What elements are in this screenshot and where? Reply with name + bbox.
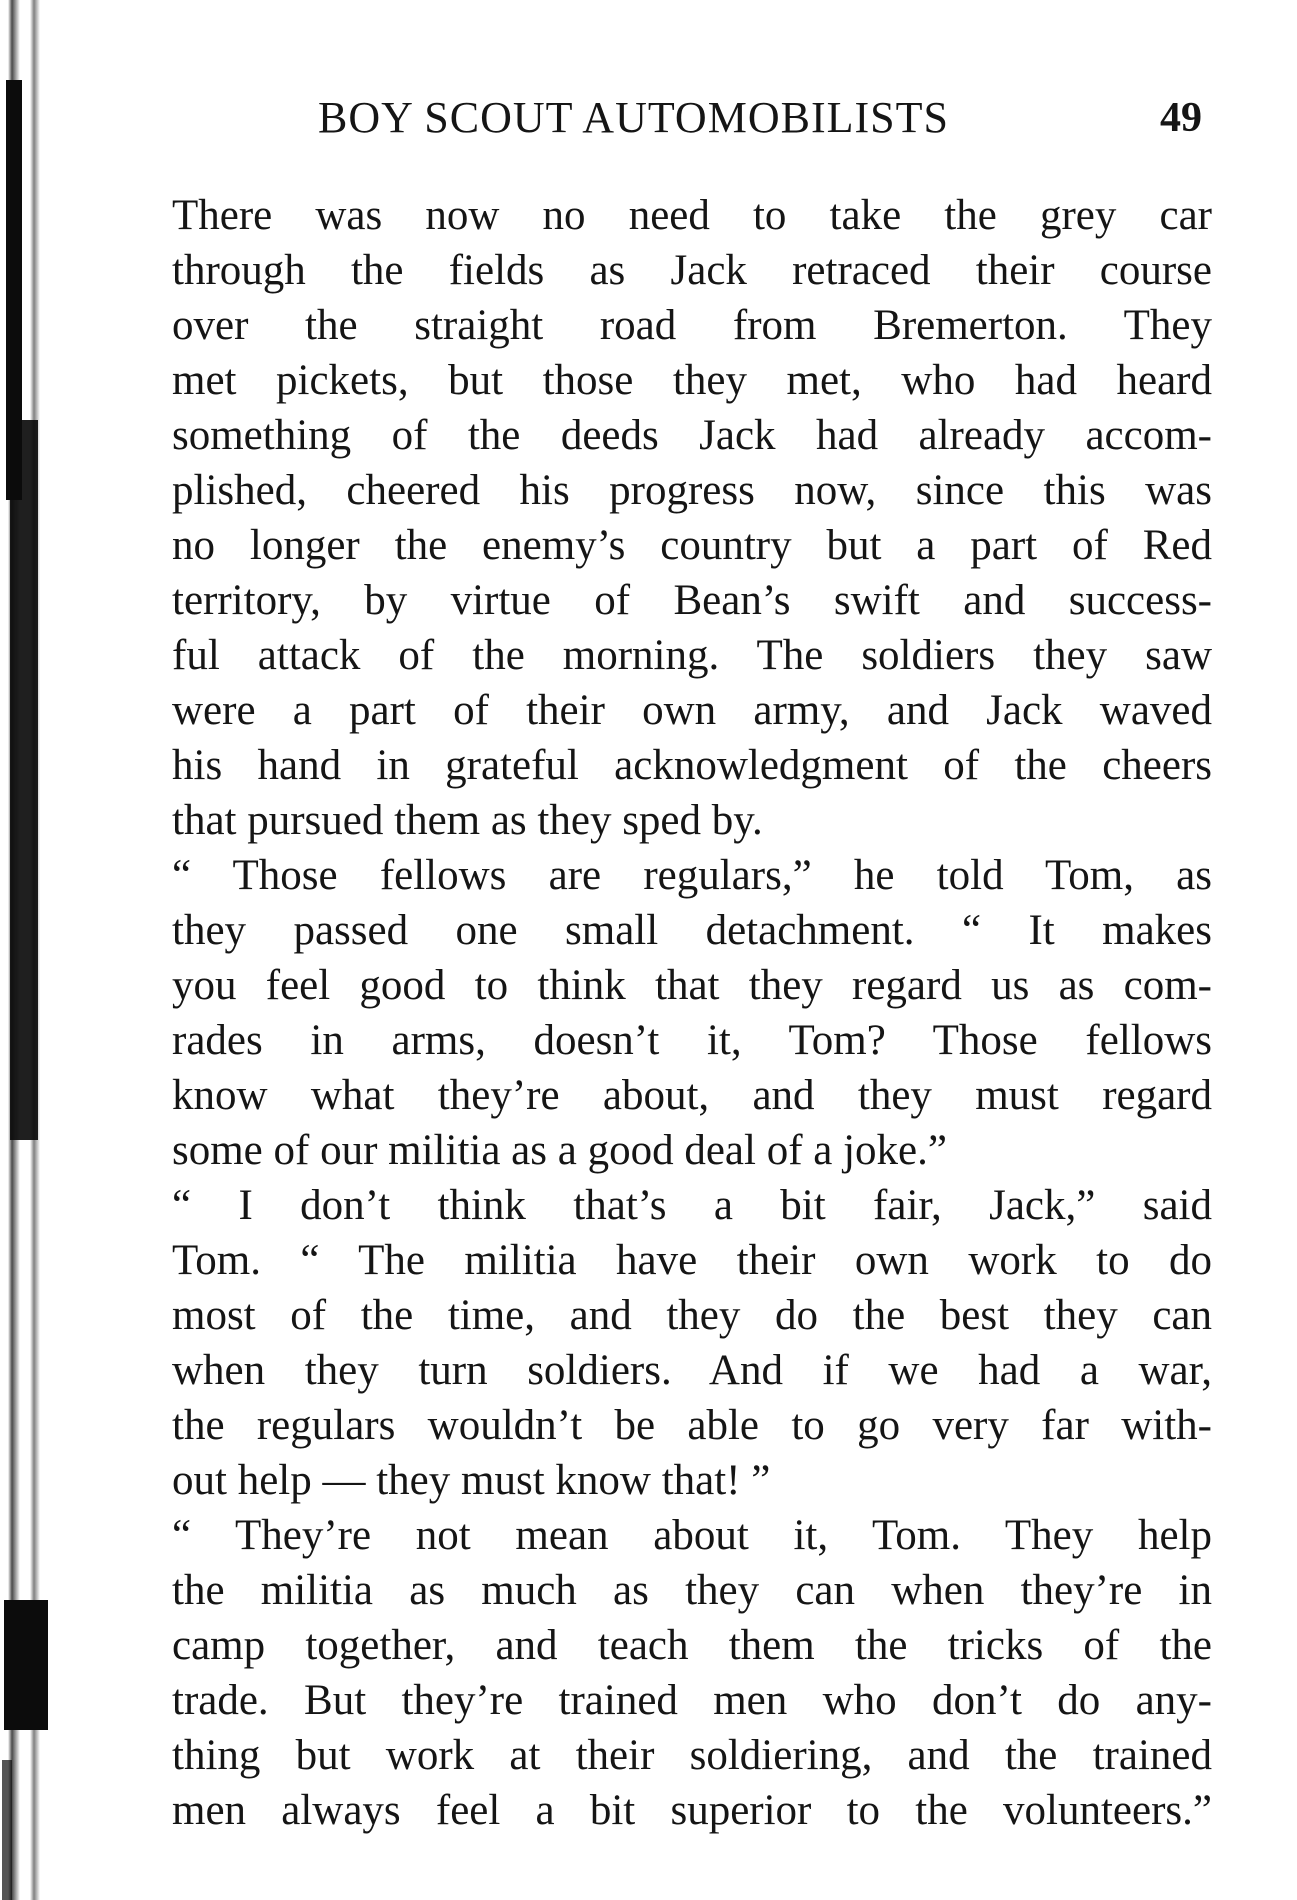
- body-text: [172, 188, 1212, 1838]
- text-line: they passed one small detachment. “ It makes: [172, 907, 1212, 954]
- binding-shadow-middle: [10, 420, 38, 1140]
- text-line: “ They’re not mean about it, Tom. They help: [172, 1512, 1212, 1559]
- text-line: met pickets, but those they met, who had heard: [172, 357, 1212, 404]
- text-line: out help — they must know that! ”: [172, 1457, 771, 1504]
- text-line: through the fields as Jack retraced their course: [172, 247, 1212, 294]
- text-line: rades in arms, doesn’t it, Tom? Those fellows: [172, 1017, 1212, 1064]
- text-line: when they turn soldiers. And if we had a war,: [172, 1347, 1212, 1394]
- binding-shadow-lower: [4, 1600, 48, 1730]
- text-line: his hand in grateful acknowledgment of the cheers: [172, 742, 1212, 789]
- running-head: [318, 92, 1218, 148]
- text-line: most of the time, and they do the best they can: [172, 1292, 1212, 1339]
- text-line: “ Those fellows are regulars,” he told Tom, as: [172, 852, 1212, 899]
- text-line: plished, cheered his progress now, since this was: [172, 467, 1212, 514]
- text-line: ful attack of the morning. The soldiers they saw: [172, 632, 1212, 679]
- binding-shadow-bottom: [2, 1760, 12, 1900]
- running-title: BOY SCOUT AUTOMOBILISTS: [318, 93, 949, 142]
- page-number: 49: [1160, 95, 1202, 141]
- text-line: the militia as much as they can when they’re in: [172, 1567, 1212, 1614]
- text-line: over the straight road from Bremerton. They: [172, 302, 1212, 349]
- text-line: men always feel a bit superior to the volunteers.”: [172, 1787, 1212, 1834]
- text-line: trade. But they’re trained men who don’t do any-: [172, 1677, 1212, 1724]
- text-line: the regulars wouldn’t be able to go very far with-: [172, 1402, 1212, 1449]
- text-line: “ I don’t think that’s a bit fair, Jack,” said: [172, 1182, 1212, 1229]
- text-line: There was now no need to take the grey car: [172, 192, 1212, 239]
- text-line: territory, by virtue of Bean’s swift and success-: [172, 577, 1212, 624]
- text-line: you feel good to think that they regard us as com-: [172, 962, 1212, 1009]
- text-line: camp together, and teach them the tricks of the: [172, 1622, 1212, 1669]
- text-line: Tom. “ The militia have their own work to do: [172, 1237, 1212, 1284]
- text-line: were a part of their own army, and Jack waved: [172, 687, 1212, 734]
- text-line: some of our militia as a good deal of a joke.”: [172, 1127, 947, 1174]
- text-line: thing but work at their soldiering, and the trained: [172, 1732, 1212, 1779]
- text-line: no longer the enemy’s country but a part of Red: [172, 522, 1212, 569]
- text-line: know what they’re about, and they must regard: [172, 1072, 1212, 1119]
- text-line: that pursued them as they sped by.: [172, 797, 763, 844]
- text-line: something of the deeds Jack had already accom-: [172, 412, 1212, 459]
